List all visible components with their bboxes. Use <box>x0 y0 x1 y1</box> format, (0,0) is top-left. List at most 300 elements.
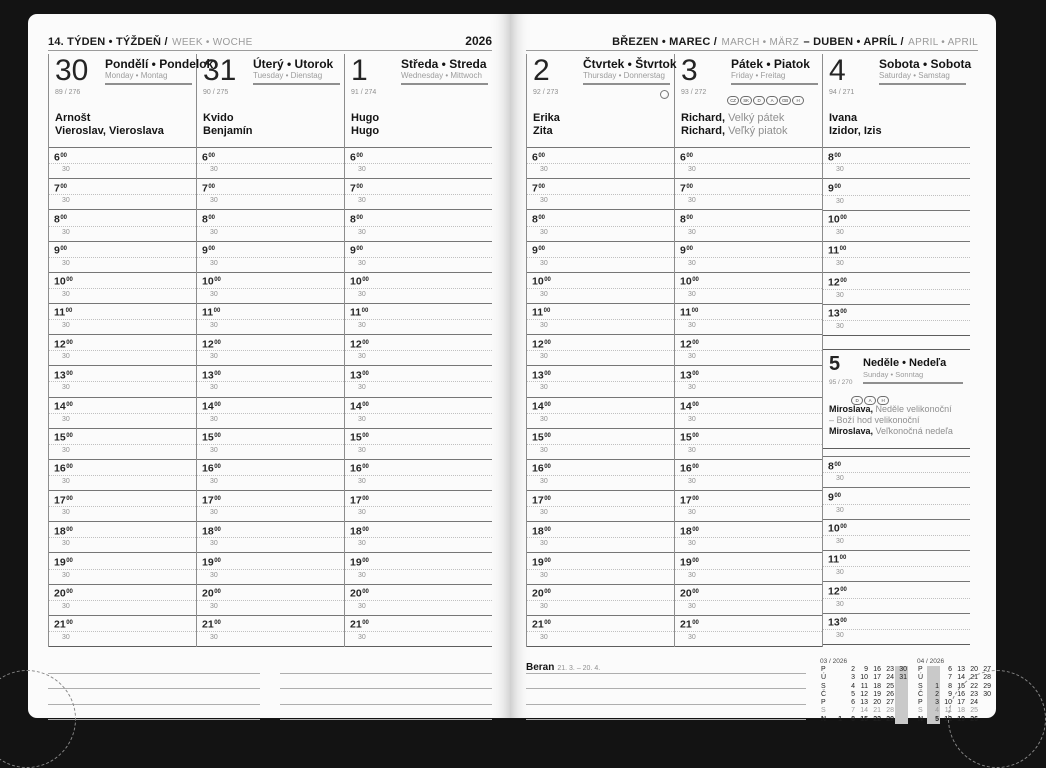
hour-label: 17 <box>680 494 692 507</box>
hour-label: 21 <box>350 618 362 631</box>
day-header-5 <box>823 353 967 401</box>
hour-minutes-superscript: 00 <box>214 339 221 346</box>
mini-calendar-day-cell: 3 <box>851 674 855 682</box>
name-day-line <box>351 112 490 125</box>
hour-label: 16 <box>202 462 214 475</box>
hour-minutes-superscript: 00 <box>834 492 842 499</box>
day-name-international: Monday • Montag <box>105 71 168 80</box>
hour-label: 20 <box>680 587 692 600</box>
day-name-international: Wednesday • Mittwoch <box>401 71 482 80</box>
country-badge-icon: A <box>864 396 876 405</box>
hour-row <box>49 335 196 351</box>
hour-row <box>49 273 196 289</box>
hour-minutes-superscript: 00 <box>362 402 369 408</box>
hour-minutes-superscript: 00 <box>692 339 699 346</box>
day-header-3 <box>675 54 822 104</box>
name-days <box>823 104 970 147</box>
holiday-note-text: Veľký piatok <box>725 125 788 137</box>
hour-slot-10 <box>527 272 674 303</box>
hour-label: 11 <box>828 244 840 257</box>
hour-slot-12 <box>197 334 344 365</box>
mini-calendar-day-cell: 11 <box>944 707 952 715</box>
half-hour-row: 30 <box>210 197 218 205</box>
mini-calendar-day-cell: 10 <box>860 674 868 682</box>
day-names <box>879 56 972 85</box>
hour-label: 16 <box>54 462 66 475</box>
hour-label: 19 <box>532 556 544 569</box>
hour-row <box>527 429 674 445</box>
hour-minutes-superscript: 00 <box>840 524 847 531</box>
hour-minutes-superscript: 00 <box>208 152 216 159</box>
hour-slot-14 <box>197 397 344 428</box>
hour-label: 14 <box>532 400 544 413</box>
mini-calendar-day-cell: 2 <box>927 691 940 699</box>
hour-row <box>49 179 196 195</box>
note-line <box>48 689 260 705</box>
day-name-international: Sunday • Sonntag <box>863 370 924 379</box>
hour-row <box>823 614 970 630</box>
name-day-line <box>203 125 342 138</box>
mini-calendar-day-cell: 12 <box>860 690 868 698</box>
hour-label: 18 <box>532 525 544 538</box>
hour-row <box>197 460 344 476</box>
name-days <box>675 104 822 147</box>
country-badge-icon: H <box>877 396 889 405</box>
holiday-country-badges <box>851 389 890 407</box>
half-hour-row: 30 <box>62 478 70 486</box>
day-header-2 <box>527 54 677 104</box>
time-grid <box>527 147 674 647</box>
hour-label: 11 <box>532 306 544 319</box>
hour-minutes-superscript: 00 <box>362 526 369 533</box>
mini-calendar-day-cell: 29 <box>983 682 991 690</box>
half-hour-row: 30 <box>210 384 218 392</box>
half-hour-row: 30 <box>540 322 548 330</box>
half-hour-row: 30 <box>540 509 548 517</box>
name-day-line <box>55 125 194 138</box>
hour-row <box>49 366 196 382</box>
half-hour-row: 30 <box>62 571 70 579</box>
hour-minutes-superscript: 00 <box>356 214 364 221</box>
hour-row <box>823 211 970 227</box>
day-name-rule <box>879 83 966 85</box>
day-column-30 <box>48 54 214 647</box>
mini-calendar-day-cell: 19 <box>873 690 881 698</box>
hour-slot-19 <box>527 552 674 583</box>
hour-label: 16 <box>350 462 362 475</box>
day-header-4 <box>823 54 970 104</box>
half-hour-row: 30 <box>688 353 696 361</box>
hour-row <box>345 491 492 507</box>
half-hour-row: 30 <box>210 353 218 361</box>
hour-label: 10 <box>350 275 362 288</box>
hour-label: 12 <box>54 338 66 351</box>
holiday-note-text: Velký pátek <box>725 112 785 124</box>
right-page <box>510 14 996 723</box>
week-title-bold: 14. TÝDEN • TÝŽDEŇ / <box>48 36 168 48</box>
country-badge-icon: D <box>753 96 765 105</box>
hour-label: 8 <box>54 213 60 226</box>
mini-calendar-weekday-label: P <box>918 666 923 673</box>
hour-slot-16 <box>345 459 492 490</box>
hour-row <box>345 210 492 226</box>
time-grid <box>675 147 822 647</box>
day-name-international: Friday • Freitag <box>731 71 786 80</box>
hour-minutes-superscript: 00 <box>692 495 699 502</box>
hour-row <box>675 585 822 601</box>
mini-calendar-day-cell: 17 <box>957 699 965 707</box>
day-of-year-ordinal: 91 / 274 <box>351 89 377 96</box>
note-line <box>48 705 260 721</box>
mini-calendar-weekday-label: P <box>821 666 826 673</box>
hour-row <box>197 242 344 258</box>
week-title-light: WEEK • WOCHE <box>172 37 253 48</box>
hour-row <box>197 210 344 226</box>
half-hour-row: 30 <box>62 259 70 267</box>
mini-calendar-day-cell: 4 <box>851 682 855 690</box>
hour-minutes-superscript: 00 <box>66 464 73 471</box>
left-page <box>28 14 510 718</box>
hour-minutes-superscript: 00 <box>214 464 221 471</box>
note-line <box>526 705 806 721</box>
hour-minutes-superscript: 00 <box>692 277 699 284</box>
hour-row <box>527 585 674 601</box>
hour-slot-14 <box>345 397 492 428</box>
hour-row <box>527 398 674 414</box>
day-of-year-ordinal: 93 / 272 <box>681 89 707 96</box>
hour-minutes-superscript: 00 <box>544 277 551 284</box>
mini-calendar-day-cell: 6 <box>948 666 952 673</box>
mini-calendar-day-cell: 23 <box>970 690 978 698</box>
hour-row <box>197 366 344 382</box>
mini-calendar-day-cell <box>830 683 843 691</box>
hour-row <box>527 460 674 476</box>
hour-row <box>345 522 492 538</box>
hour-row <box>675 398 822 414</box>
hour-label: 6 <box>680 151 686 163</box>
left-page-content <box>28 14 510 718</box>
day-of-year-ordinal: 95 / 270 <box>829 379 853 386</box>
mini-calendar-day-cell: 18 <box>873 682 881 690</box>
hour-slot-18 <box>197 521 344 552</box>
hour-minutes-superscript: 00 <box>543 308 551 315</box>
half-hour-row: 30 <box>62 446 70 454</box>
hour-row <box>527 616 674 632</box>
hour-label: 7 <box>350 182 356 195</box>
hour-minutes-superscript: 00 <box>214 589 221 596</box>
hour-slot-21 <box>527 615 674 646</box>
hour-label: 11 <box>350 306 362 319</box>
day-of-year-ordinal: 90 / 275 <box>203 89 229 96</box>
mini-calendar-day-cell: 30 <box>983 690 991 698</box>
mini-calendar-day-cell: 21 <box>970 674 978 682</box>
hour-minutes-superscript: 00 <box>214 277 221 284</box>
hour-label: 11 <box>828 553 840 566</box>
mini-calendar-day-cell: 18 <box>957 707 965 715</box>
hour-minutes-superscript: 00 <box>840 618 847 625</box>
hour-label: 15 <box>54 431 66 444</box>
hour-label: 10 <box>202 275 214 288</box>
hour-slot-17 <box>49 490 196 521</box>
mini-calendar-day-cell: 7 <box>851 707 855 715</box>
day-number: 2 <box>533 54 550 87</box>
hour-minutes-superscript: 00 <box>686 183 694 190</box>
mini-calendar-weekday-label: Ú <box>918 674 924 682</box>
day-names <box>105 56 214 85</box>
hour-slot-9 <box>823 487 970 518</box>
hour-slot-10 <box>197 272 344 303</box>
half-hour-row: 30 <box>688 197 696 205</box>
mini-calendar-day-cell <box>830 707 843 715</box>
half-hour-row: 30 <box>836 322 844 330</box>
day-name-rule <box>253 83 340 85</box>
hour-slot-13 <box>49 365 196 396</box>
hour-label: 18 <box>350 525 362 538</box>
hour-row <box>49 398 196 414</box>
half-hour-row: 30 <box>358 166 366 174</box>
half-hour-row: 30 <box>62 197 70 205</box>
hour-label: 6 <box>54 151 60 163</box>
hour-minutes-superscript: 00 <box>214 402 221 408</box>
hour-slot-10 <box>823 210 970 241</box>
hour-row <box>823 242 970 258</box>
hour-label: 9 <box>532 244 538 257</box>
half-hour-row: 30 <box>688 415 696 423</box>
mini-calendar-day-cell: 25 <box>886 682 894 690</box>
hour-slot-6 <box>49 147 196 178</box>
mini-calendar-day-cell: 26 <box>886 690 894 698</box>
hour-label: 8 <box>680 213 686 226</box>
hour-slot-10 <box>675 272 822 303</box>
hour-slot-16 <box>49 459 196 490</box>
hour-row <box>675 335 822 351</box>
hour-minutes-superscript: 00 <box>66 589 73 596</box>
hour-minutes-superscript: 00 <box>66 402 73 408</box>
hour-slot-21 <box>49 615 196 646</box>
day-name-rule <box>863 382 963 384</box>
hour-slot-20 <box>675 584 822 615</box>
half-hour-row: 30 <box>358 633 366 641</box>
half-hour-row: 30 <box>358 571 366 579</box>
hour-row <box>345 366 492 382</box>
hour-row <box>527 522 674 538</box>
mini-calendar-day-cell: 14 <box>957 674 965 682</box>
hour-row <box>675 179 822 195</box>
hour-label: 7 <box>532 182 538 195</box>
half-hour-row: 30 <box>688 322 696 330</box>
mini-calendar-day-cell: 10 <box>944 699 952 707</box>
mini-calendar-day-cell <box>830 691 843 699</box>
hour-label: 12 <box>202 338 214 351</box>
name-day-line <box>351 125 490 138</box>
mini-calendar-day-cell: 11 <box>860 682 868 690</box>
hour-minutes-superscript: 00 <box>213 308 221 315</box>
left-day-columns <box>48 54 492 647</box>
hour-minutes-superscript: 00 <box>66 526 73 533</box>
holiday-note-text: Veľkonočná nedeľa <box>873 426 953 436</box>
mini-calendar-day-cell: 21 <box>873 707 881 715</box>
hour-minutes-superscript: 00 <box>544 370 551 377</box>
hour-minutes-superscript: 00 <box>834 461 842 468</box>
day-name-rule <box>731 83 818 85</box>
mini-calendar-day-cell: 29 <box>886 715 894 723</box>
half-hour-row: 30 <box>540 540 548 548</box>
month-title-bold: BŘEZEN • MAREC / <box>612 36 717 48</box>
hour-slot-10 <box>49 272 196 303</box>
hour-minutes-superscript: 00 <box>361 308 369 315</box>
hour-label: 10 <box>680 275 692 288</box>
name-day-text: Arnošt <box>55 112 91 124</box>
mini-calendar-weekday-label: N <box>918 715 924 723</box>
hour-row <box>527 366 674 382</box>
day-of-year-ordinal: 89 / 276 <box>55 89 81 96</box>
hour-label: 16 <box>532 462 544 475</box>
mini-calendar-weekday-label: S <box>821 707 826 715</box>
half-hour-row: 30 <box>688 446 696 454</box>
hour-label: 7 <box>202 182 208 195</box>
note-line <box>280 705 492 721</box>
hour-minutes-superscript: 00 <box>544 620 551 627</box>
hour-slot-9 <box>345 241 492 272</box>
mini-calendar-day-cell: 12 <box>944 715 952 723</box>
name-day-text: Kvido <box>203 112 234 124</box>
hour-label: 13 <box>350 369 362 382</box>
mini-calendar-day-cell: 28 <box>886 707 894 715</box>
half-hour-row: 30 <box>210 322 218 330</box>
hour-row <box>345 429 492 445</box>
zodiac-note-line <box>526 658 806 674</box>
month-title-light: MARCH • MÄRZ <box>721 37 800 48</box>
half-hour-row: 30 <box>540 259 548 267</box>
hour-row <box>345 335 492 351</box>
half-hour-row: 30 <box>62 290 70 298</box>
hour-slot-14 <box>49 397 196 428</box>
hour-slot-18 <box>675 521 822 552</box>
day-name-local: Středa • Streda <box>401 57 487 71</box>
hour-minutes-superscript: 00 <box>356 183 364 190</box>
hour-row <box>527 179 674 195</box>
hour-minutes-superscript: 00 <box>692 464 699 471</box>
day-name-international: Thursday • Donnerstag <box>583 71 665 80</box>
hour-slot-10 <box>345 272 492 303</box>
mini-calendar-day-cell: 15 <box>860 715 868 723</box>
half-hour-row: 30 <box>688 540 696 548</box>
mini-calendar-weekday-label: Č <box>821 690 827 698</box>
hour-slot-17 <box>527 490 674 521</box>
time-grid <box>823 456 970 645</box>
mini-calendar-weekday-label: Č <box>918 690 924 698</box>
name-day-line <box>829 125 968 138</box>
day-names <box>863 355 963 384</box>
hour-slot-19 <box>345 552 492 583</box>
mini-calendar-day-cell: 20 <box>873 699 881 707</box>
month-title-bold: – DUBEN • APRÍL / <box>803 36 904 48</box>
day-name-local: Sobota • Sobota <box>879 57 972 71</box>
hour-slot-7 <box>675 178 822 209</box>
hour-minutes-superscript: 00 <box>362 557 369 564</box>
hour-slot-11 <box>49 303 196 334</box>
hour-slot-8 <box>823 456 970 487</box>
hour-label: 17 <box>350 494 362 507</box>
hour-row <box>823 273 970 289</box>
hour-slot-12 <box>675 334 822 365</box>
hour-minutes-superscript: 00 <box>214 370 221 377</box>
hour-slot-6 <box>345 147 492 178</box>
hour-slot-16 <box>197 459 344 490</box>
hour-minutes-superscript: 00 <box>208 214 216 221</box>
note-line <box>280 674 492 690</box>
right-day-columns <box>526 54 978 647</box>
hour-minutes-superscript: 00 <box>208 246 216 253</box>
hour-minutes-superscript: 00 <box>65 308 73 315</box>
hour-minutes-superscript: 00 <box>544 526 551 533</box>
half-hour-row: 30 <box>836 475 844 483</box>
hour-row <box>345 585 492 601</box>
hour-label: 15 <box>350 431 362 444</box>
mini-calendar-day-cell: 4 <box>927 707 940 715</box>
hour-row <box>197 553 344 569</box>
mini-calendar-day-cell: 23 <box>886 666 894 673</box>
day-number: 31 <box>203 54 237 87</box>
half-hour-row: 30 <box>540 571 548 579</box>
mini-calendar-day-cell: 17 <box>873 674 881 682</box>
note-line <box>526 674 806 690</box>
hour-row <box>197 398 344 414</box>
hour-label: 13 <box>202 369 214 382</box>
mini-calendar-day-cell: 31 <box>895 674 908 682</box>
hour-slot-15 <box>345 428 492 459</box>
name-day-text: Miroslava, <box>829 426 874 436</box>
day-number: 5 <box>829 353 841 375</box>
name-day-line <box>829 404 967 415</box>
day-name-local: Úterý • Utorok <box>253 57 334 71</box>
hour-label: 13 <box>54 369 66 382</box>
hour-slot-11 <box>675 303 822 334</box>
mini-calendar-weekday-label: Ú <box>821 674 827 682</box>
hour-slot-8 <box>345 209 492 240</box>
half-hour-row: 30 <box>210 602 218 610</box>
time-grid <box>823 147 970 336</box>
day-names <box>583 56 677 85</box>
hour-label: 20 <box>54 587 66 600</box>
hour-label: 15 <box>532 431 544 444</box>
half-hour-row: 30 <box>210 166 218 174</box>
half-hour-row: 30 <box>688 633 696 641</box>
mini-calendar-day-cell: 25 <box>970 707 978 715</box>
hour-row <box>197 179 344 195</box>
notes-column <box>526 658 806 724</box>
hour-row <box>49 304 196 320</box>
half-hour-row: 30 <box>358 446 366 454</box>
name-day-line <box>55 112 194 125</box>
name-day-line <box>681 112 820 125</box>
hour-minutes-superscript: 00 <box>840 309 847 316</box>
mini-calendar-day-cell: 6 <box>851 699 855 707</box>
half-hour-row: 30 <box>688 509 696 517</box>
hour-row <box>675 242 822 258</box>
mini-calendar-day-cell: 19 <box>957 715 965 723</box>
half-hour-row: 30 <box>62 415 70 423</box>
half-hour-row: 30 <box>688 602 696 610</box>
hour-slot-15 <box>675 428 822 459</box>
day-of-year-ordinal: 92 / 273 <box>533 89 559 96</box>
hour-label: 7 <box>680 182 686 195</box>
time-grid <box>345 147 492 647</box>
hour-minutes-superscript: 00 <box>60 183 68 190</box>
name-day-text: Richard, <box>681 125 726 137</box>
day-name-rule <box>401 83 488 85</box>
mini-calendar-weekday-label: S <box>821 682 826 690</box>
